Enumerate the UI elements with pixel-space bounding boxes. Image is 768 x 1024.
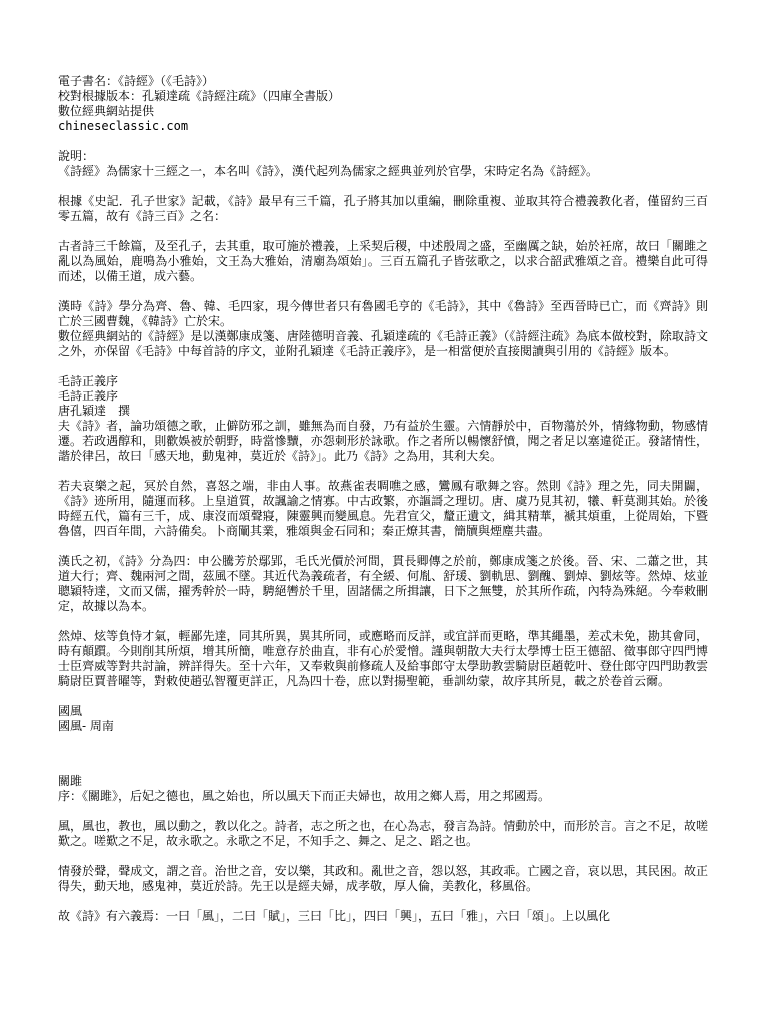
- preface-paragraph: 漢氏之初，《詩》分為四：申公騰芳於鄢郢，毛氏光價於河間，貫長卿傳之於前，鄭康成箋之於後。晉、宋、二蕭之世，其道大行；齊、魏兩河之間，茲風不墜。其近代為義疏者，有全緩、何胤、舒瑗、劉軌思、劉醜、劉焯、劉炫等。然焯、炫並聰穎特達，文而又儒，擢秀幹於一時，騁絕轡於千里，固諸儒之所揖讓，日下之無雙，於其所作疏，內特為殊絕。今奉敕刪定，故據以為本。: [58, 554, 708, 613]
- section-title: 國風: [58, 704, 83, 718]
- source-version: 校對根據版本：孔穎達疏《詩經注疏》（四庫全書版）: [58, 89, 341, 103]
- document-body: [58, 74, 708, 924]
- poem-preface-paragraph: 序：《關雎》，后妃之德也，風之始也，所以風天下而正夫婦也，故用之鄉人焉，用之邦國焉。: [58, 789, 551, 803]
- ebook-name: 電子書名：《詩經》（《毛詩》）: [58, 74, 215, 88]
- guanju-section: [58, 774, 708, 924]
- guofeng-section: [58, 704, 708, 734]
- intro-paragraph: 數位經典網站的《詩經》是以漢鄭康成箋、唐陸德明音義、孔穎達疏的《毛詩正義》（《詩經注疏》為底本做校對，除取詩文之外，亦保留《毛詩》中每首詩的序文，並附孔穎達《毛詩正義序》，是一相當便於直接閱讀與引用的《詩經》版本。: [58, 329, 708, 358]
- poem-preface-paragraph: 故《詩》有六義焉：一曰「風」，二曰「賦」，三曰「比」，四曰「興」，五曰「雅」，六曰「頌」。上以風化: [58, 909, 611, 923]
- poem-preface-paragraph: 情發於聲，聲成文，謂之音。治世之音，安以樂，其政和。亂世之音，怨以怒，其政乖。亡國之音，哀以思，其民困。故正得失，動天地，感鬼神，莫近於詩。先王以是經夫婦，成孝敬，厚人倫，美教化，移風俗。: [58, 864, 708, 893]
- intro-paragraph: 《詩經》為儒家十三經之一，本名叫《詩》，漢代起列為儒家之經典並列於官學，宋時定名為《詩經》。: [58, 164, 599, 178]
- intro-section: [58, 149, 708, 359]
- preface-author: 唐孔穎達 撰: [58, 404, 131, 418]
- preface-paragraph: 若夫哀樂之起，冥於自然，喜怒之端，非由人事。故燕雀表啁噍之感，鸞鳳有歌舞之容。然則《詩》理之先，同夫開闢，《詩》迹所用，隨運而移。上皇道質，故諷諭之情寡。中古政繁，亦謳謌之理切。唐、虞乃見其初，犧、軒莫測其始。於後時經五代，篇有三千，成、康沒而頌聲寢，陳靈興而變風息。先君宣父，釐正遺文，緝其精華，褫其煩重，上從周始，下暨魯僖，四百年間，六詩備矣。卜商闡其業，雅頌與金石同和；秦正燎其書，簡牘與煙塵共盡。: [58, 479, 708, 538]
- header-block: [58, 74, 708, 134]
- poem-preface-paragraph: 風，風也，教也，風以動之，教以化之。詩者，志之所之也，在心為志，發言為詩。情動於中，而形於言。言之不足，故嗟歎之。嗟歎之不足，故永歌之。永歌之不足，不知手之、舞之、足之、蹈之也。: [58, 819, 708, 848]
- website-line: chineseclassic.com: [58, 119, 189, 133]
- preface-section: [58, 374, 708, 689]
- preface-title: 毛詩正義序: [58, 389, 119, 403]
- section-subtitle: 國風- 周南: [58, 719, 114, 733]
- poem-title: 關雎: [58, 774, 83, 788]
- preface-paragraph: 然焯、炫等負恃才氣，輕鄙先達，同其所異，異其所同，或應略而反詳，或宜詳而更略，準其繩墨，差忒未免，勘其會同，時有顛躓。今則削其所煩，增其所簡，唯意存於曲直，非有心於愛憎。謹與朝散大夫行太學博士臣王德韶、徵事郎守四門博士臣齊威等對共討論，辨詳得失。至十六年，又奉敕與前修疏人及給事郎守太學助教雲騎尉臣趙乾叶、登仕郎守四門助教雲騎尉臣賈普曜等，對敕使趙弘智覆更詳正，凡為四十卷，庶以對揚聖範，垂訓幼蒙，故序其所見，載之於卷首云爾。: [58, 629, 708, 688]
- preface-paragraph: 夫《詩》者，論功頌德之歌，止僻防邪之訓，雖無為而自發，乃有益於生靈。六情靜於中，百物蕩於外，情緣物動，物感情遷。若政遇醇和，則歡娛被於朝野，時當慘黷，亦怨刺形於詠歌。作之者所以暢懷舒憤，聞之者足以塞違從正。發諸情性，諧於律呂，故曰「感天地，動鬼神，莫近於《詩》」。此乃《詩》之為用，其利大矣。: [58, 419, 708, 463]
- intro-paragraph: 根據《史記．孔子世家》記載，《詩》最早有三千篇，孔子將其加以重編，刪除重複、並取其符合禮義教化者，僅留約三百零五篇，故有《詩三百》之名：: [58, 194, 708, 223]
- intro-heading: 說明：: [58, 149, 95, 163]
- intro-paragraph: 古者詩三千餘篇，及至孔子，去其重，取可施於禮義，上采契后稷，中述殷周之盛，至幽厲之缺，始於衽席，故曰「關雎之亂以為風始，鹿鳴為小雅始，文王為大雅始，清廟為頌始」。三百五篇孔子皆弦歌之，以求合韶武雅頌之音。禮樂自此可得而述，以備王道，成六藝。: [58, 239, 708, 283]
- intro-paragraph: 漢時《詩》學分為齊、魯、韓、毛四家，現今傳世者只有魯國毛亨的《毛詩》，其中《魯詩》至西晉時已亡，而《齊詩》則亡於三國曹魏，《韓詩》亡於宋。: [58, 299, 708, 328]
- preface-title: 毛詩正義序: [58, 374, 119, 388]
- provider-line: 數位經典網站提供: [58, 104, 155, 118]
